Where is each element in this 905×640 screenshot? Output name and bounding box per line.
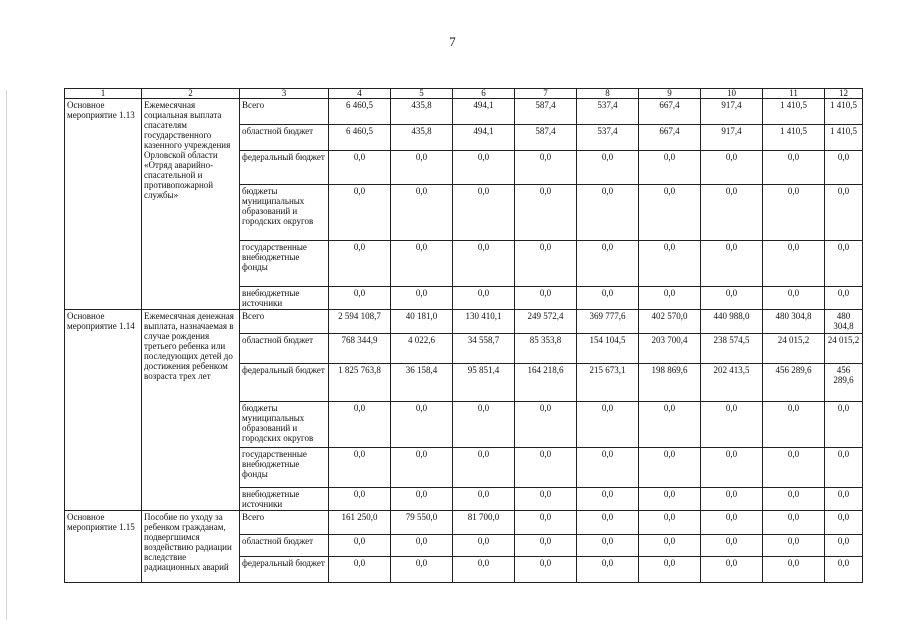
amount-cell: 0,0 [577,488,639,511]
amount-cell: 0,0 [577,241,639,287]
amount-cell: 4 022,6 [391,334,453,364]
amount-cell: 0,0 [515,287,577,310]
amount-cell: 0,0 [701,241,763,287]
column-number-cell: 7 [515,89,577,99]
amount-cell: 456 289,6 [763,364,825,402]
amount-cell: 0,0 [453,535,515,557]
funding-source-cell: государственные внебюджетные фонды [240,241,329,287]
funding-source-cell: областной бюджет [240,125,329,151]
amount-cell: 0,0 [639,241,701,287]
amount-cell: 0,0 [639,185,701,241]
amount-cell: 0,0 [577,402,639,448]
activity-description-cell: Ежемесячная денежная выплата, назначаемая в случае рождения третьего ребенка или последующих детей до достижения ребенком возраста трех лет [142,310,240,511]
amount-cell: 0,0 [577,151,639,185]
amount-cell: 0,0 [391,151,453,185]
amount-cell: 0,0 [701,535,763,557]
amount-cell: 1 410,5 [763,125,825,151]
amount-cell: 0,0 [453,185,515,241]
amount-cell: 0,0 [763,488,825,511]
amount-cell: 0,0 [329,287,391,310]
amount-cell: 402 570,0 [639,310,701,334]
amount-cell: 537,4 [577,99,639,125]
amount-cell: 0,0 [329,241,391,287]
amount-cell: 0,0 [639,511,701,535]
amount-cell: 2 594 108,7 [329,310,391,334]
funding-source-cell: бюджеты муниципальных образований и городских округов [240,402,329,448]
amount-cell: 0,0 [639,287,701,310]
column-number-cell: 1 [65,89,142,99]
amount-cell: 0,0 [701,402,763,448]
amount-cell: 0,0 [763,402,825,448]
amount-cell: 0,0 [391,287,453,310]
amount-cell: 0,0 [515,402,577,448]
amount-cell: 202 413,5 [701,364,763,402]
amount-cell: 0,0 [763,185,825,241]
amount-cell: 0,0 [391,185,453,241]
amount-cell: 0,0 [763,511,825,535]
amount-cell: 164 218,6 [515,364,577,402]
amount-cell: 0,0 [391,402,453,448]
amount-cell: 0,0 [763,557,825,583]
amount-cell: 0,0 [577,557,639,583]
amount-cell: 154 104,5 [577,334,639,364]
activity-name-cell: Основное мероприятие 1.13 [65,99,142,310]
amount-cell: 480 304,8 [825,310,863,334]
amount-cell: 435,8 [391,99,453,125]
amount-cell: 0,0 [515,557,577,583]
budget-table [64,88,863,583]
amount-cell: 435,8 [391,125,453,151]
funding-source-cell: внебюджетные источники [240,488,329,511]
activity-name-cell: Основное мероприятие 1.14 [65,310,142,511]
page-number: 7 [449,34,456,49]
amount-cell: 1 410,5 [825,99,863,125]
amount-cell: 440 988,0 [701,310,763,334]
table-row [65,310,863,334]
amount-cell: 494,1 [453,125,515,151]
amount-cell: 0,0 [391,488,453,511]
amount-cell: 215 673,1 [577,364,639,402]
funding-source-cell: бюджеты муниципальных образований и городских округов [240,185,329,241]
amount-cell: 0,0 [763,287,825,310]
amount-cell: 0,0 [453,488,515,511]
amount-cell: 0,0 [701,287,763,310]
amount-cell: 0,0 [515,151,577,185]
amount-cell: 0,0 [763,151,825,185]
amount-cell: 0,0 [825,402,863,448]
amount-cell: 249 572,4 [515,310,577,334]
amount-cell: 24 015,2 [825,334,863,364]
amount-cell: 917,4 [701,99,763,125]
column-number-cell: 5 [391,89,453,99]
amount-cell: 0,0 [701,557,763,583]
amount-cell: 0,0 [329,402,391,448]
amount-cell: 6 460,5 [329,125,391,151]
amount-cell: 34 558,7 [453,334,515,364]
table-row [65,511,863,535]
amount-cell: 6 460,5 [329,99,391,125]
amount-cell: 1 825 763,8 [329,364,391,402]
funding-source-cell: внебюджетные источники [240,287,329,310]
amount-cell: 0,0 [701,185,763,241]
amount-cell: 0,0 [329,185,391,241]
column-number-cell: 11 [763,89,825,99]
amount-cell: 203 700,4 [639,334,701,364]
amount-cell: 456 289,6 [825,364,863,402]
scan-edge-shadow [6,90,7,620]
amount-cell: 0,0 [701,511,763,535]
amount-cell: 0,0 [453,151,515,185]
funding-source-cell: государственные внебюджетные фонды [240,448,329,488]
amount-cell: 0,0 [701,151,763,185]
amount-cell: 0,0 [639,151,701,185]
amount-cell: 0,0 [329,448,391,488]
amount-cell: 0,0 [453,241,515,287]
amount-cell: 0,0 [701,448,763,488]
column-number-cell: 9 [639,89,701,99]
amount-cell: 0,0 [825,151,863,185]
column-number-cell: 8 [577,89,639,99]
amount-cell: 238 574,5 [701,334,763,364]
amount-cell: 0,0 [391,241,453,287]
amount-cell: 0,0 [577,448,639,488]
amount-cell: 0,0 [825,557,863,583]
funding-source-cell: областной бюджет [240,334,329,364]
amount-cell: 36 158,4 [391,364,453,402]
amount-cell: 667,4 [639,99,701,125]
amount-cell: 0,0 [577,185,639,241]
amount-cell: 0,0 [639,535,701,557]
amount-cell: 667,4 [639,125,701,151]
funding-source-cell: Всего [240,310,329,334]
funding-source-cell: областной бюджет [240,535,329,557]
amount-cell: 0,0 [763,241,825,287]
amount-cell: 0,0 [391,535,453,557]
amount-cell: 0,0 [825,287,863,310]
amount-cell: 24 015,2 [763,334,825,364]
amount-cell: 0,0 [825,535,863,557]
activity-description-cell: Пособие по уходу за ребенком гражданам, подвергшимся воздействию радиации вследствие радиационных аварий [142,511,240,583]
amount-cell: 768 344,9 [329,334,391,364]
amount-cell: 0,0 [453,557,515,583]
amount-cell: 79 550,0 [391,511,453,535]
amount-cell: 0,0 [825,511,863,535]
amount-cell: 0,0 [391,448,453,488]
amount-cell: 0,0 [701,488,763,511]
amount-cell: 198 869,6 [639,364,701,402]
amount-cell: 1 410,5 [763,99,825,125]
amount-cell: 0,0 [763,448,825,488]
amount-cell: 95 851,4 [453,364,515,402]
amount-cell: 161 250,0 [329,511,391,535]
amount-cell: 0,0 [329,488,391,511]
amount-cell: 0,0 [577,535,639,557]
amount-cell: 0,0 [515,448,577,488]
column-number-cell: 2 [142,89,240,99]
amount-cell: 81 700,0 [453,511,515,535]
amount-cell: 480 304,8 [763,310,825,334]
amount-cell: 0,0 [329,535,391,557]
funding-source-cell: федеральный бюджет [240,364,329,402]
column-number-row [65,89,863,99]
funding-source-cell: Всего [240,511,329,535]
amount-cell: 1 410,5 [825,125,863,151]
amount-cell: 0,0 [453,402,515,448]
amount-cell: 0,0 [515,535,577,557]
funding-source-cell: федеральный бюджет [240,557,329,583]
amount-cell: 0,0 [825,448,863,488]
amount-cell: 0,0 [453,448,515,488]
amount-cell: 0,0 [825,241,863,287]
amount-cell: 0,0 [763,535,825,557]
activity-description-cell: Ежемесячная социальная выплата спасателям государственного казенного учреждения Орловской области «Отряд аварийно-спасательной и противопожарной службы» [142,99,240,310]
amount-cell: 130 410,1 [453,310,515,334]
amount-cell: 0,0 [329,557,391,583]
amount-cell: 0,0 [639,557,701,583]
amount-cell: 0,0 [825,488,863,511]
amount-cell: 85 353,8 [515,334,577,364]
column-number-cell: 3 [240,89,329,99]
table-row [65,99,863,125]
column-number-cell: 12 [825,89,863,99]
column-number-cell: 4 [329,89,391,99]
amount-cell: 0,0 [639,488,701,511]
column-number-cell: 6 [453,89,515,99]
amount-cell: 0,0 [391,557,453,583]
amount-cell: 0,0 [639,448,701,488]
amount-cell: 0,0 [825,185,863,241]
amount-cell: 0,0 [515,241,577,287]
amount-cell: 587,4 [515,125,577,151]
amount-cell: 369 777,6 [577,310,639,334]
amount-cell: 0,0 [515,511,577,535]
amount-cell: 0,0 [329,151,391,185]
activity-name-cell: Основное мероприятие 1.15 [65,511,142,583]
amount-cell: 0,0 [515,488,577,511]
amount-cell: 917,4 [701,125,763,151]
amount-cell: 0,0 [515,185,577,241]
amount-cell: 537,4 [577,125,639,151]
amount-cell: 40 181,0 [391,310,453,334]
amount-cell: 587,4 [515,99,577,125]
funding-source-cell: Всего [240,99,329,125]
amount-cell: 0,0 [577,511,639,535]
amount-cell: 0,0 [453,287,515,310]
amount-cell: 494,1 [453,99,515,125]
amount-cell: 0,0 [577,287,639,310]
funding-source-cell: федеральный бюджет [240,151,329,185]
amount-cell: 0,0 [639,402,701,448]
column-number-cell: 10 [701,89,763,99]
